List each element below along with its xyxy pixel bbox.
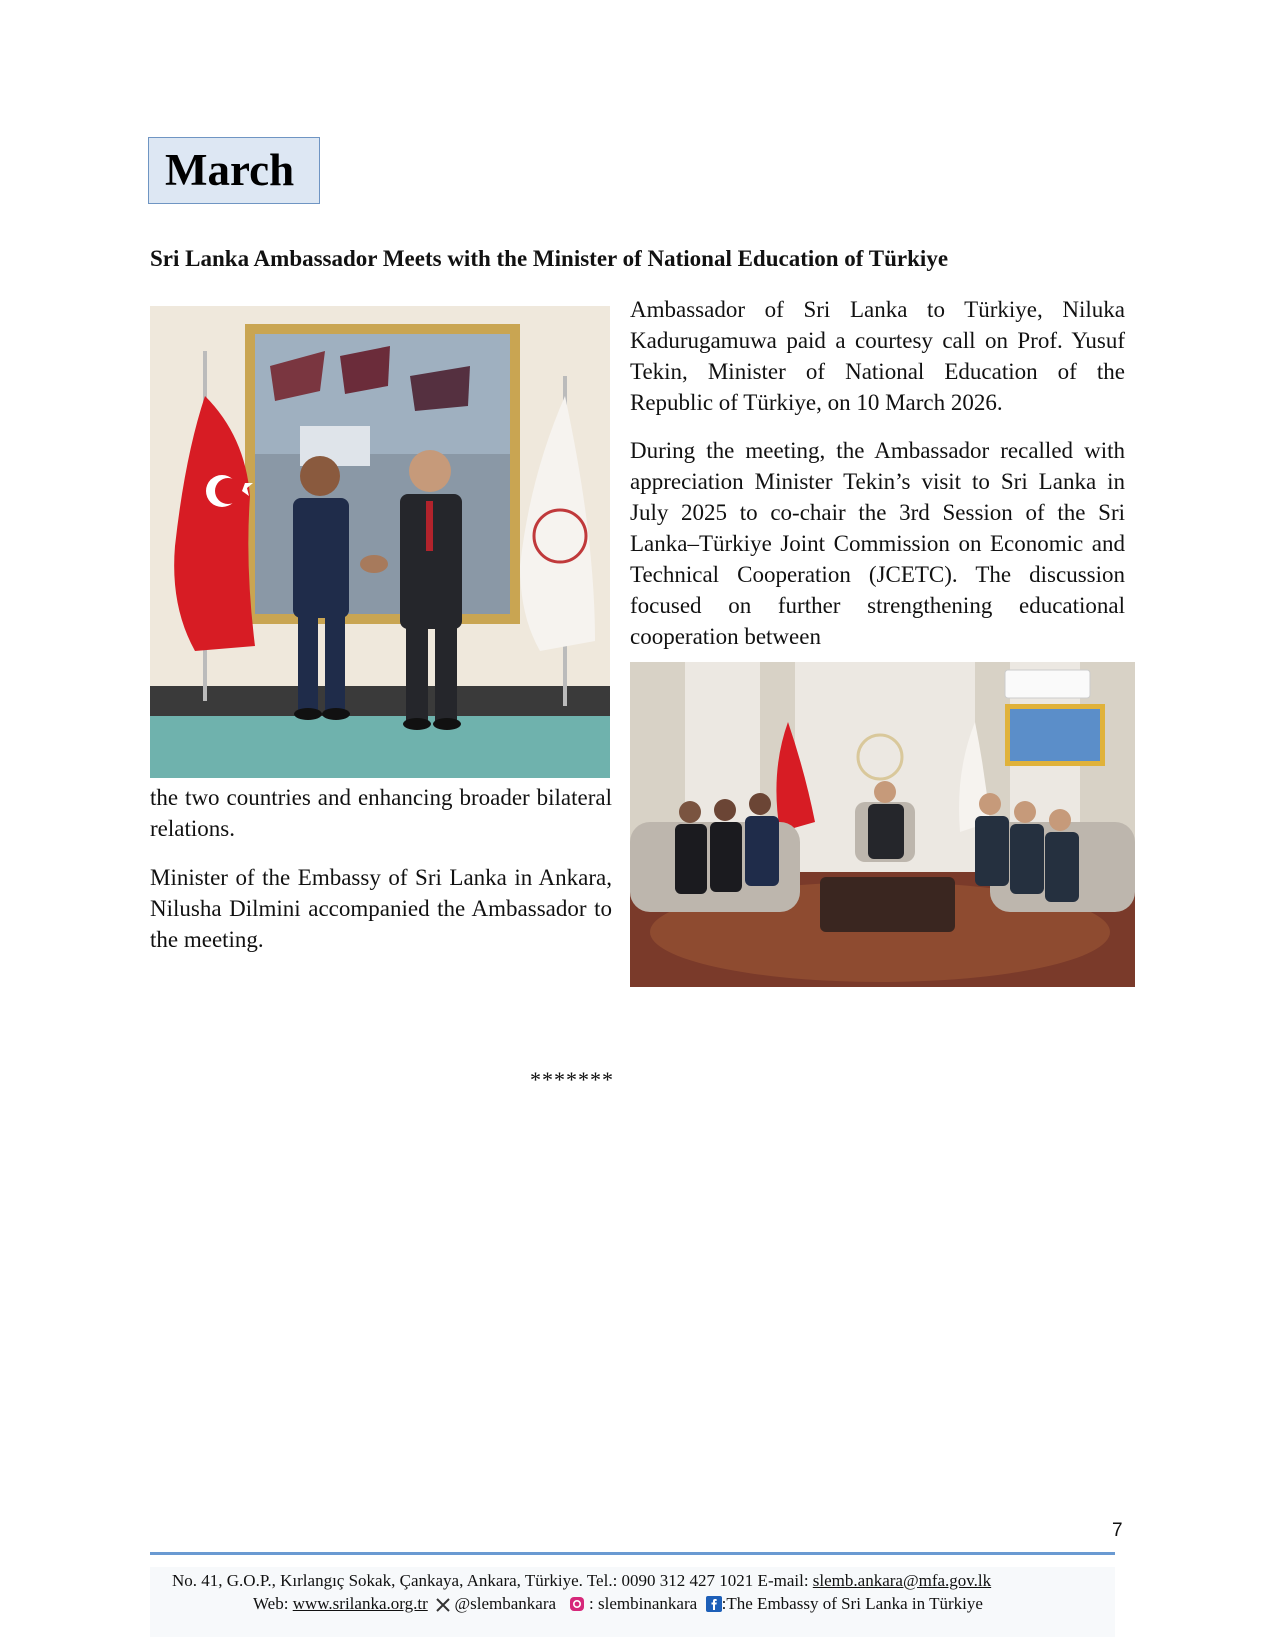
footer-facebook-page[interactable]: :The Embassy of Sri Lanka in Türkiye (721, 1594, 983, 1613)
paragraph-accompanied: Minister of the Embassy of Sri Lanka in Ankara, Nilusha Dilmini accompanied the Ambassador to the meeting. (150, 865, 612, 952)
handshake-photo (150, 306, 610, 778)
section-separator: ******* (530, 1067, 614, 1092)
month-heading: March (165, 145, 295, 195)
paragraph-discussion: During the meeting, the Ambassador recalled with appreciation Minister Tekin’s visit to Sri Lanka in July 2025 to co-chair the 3rd Session of the Sri Lanka–Türkiye Joint Commission on Economic and Technical Cooperation (JCETC). The discussion focused on further strengthening educational cooperation between (630, 438, 1125, 649)
x-logo-icon (436, 1597, 450, 1617)
page-number: 7 (1112, 1520, 1123, 1541)
footer-web-label: Web: (253, 1594, 293, 1613)
meeting-photo (630, 662, 1135, 987)
footer (150, 1567, 1115, 1637)
facebook-icon (706, 1596, 722, 1617)
paragraph-discussion-continued: the two countries and enhancing broader bilateral relations. (150, 785, 612, 841)
footer-rule (150, 1552, 1115, 1555)
article-headline: Sri Lanka Ambassador Meets with the Minister of National Education of Türkiye (150, 246, 949, 271)
footer-social-line (253, 1594, 983, 1617)
footer-address-line (172, 1571, 991, 1591)
footer-address: No. 41, G.O.P., Kırlangıç Sokak, Çankaya, Ankara, Türkiye. Tel.: 0090 312 427 1021 E-mail: (172, 1571, 813, 1590)
instagram-icon (569, 1596, 585, 1617)
footer-email-link[interactable]: slemb.ankara@mfa.gov.lk (812, 1571, 992, 1590)
footer-web-link[interactable]: www.srilanka.org.tr (292, 1594, 428, 1613)
footer-x-handle[interactable]: @slembankara (454, 1594, 557, 1613)
footer-instagram-handle[interactable]: : slembinankara (589, 1594, 698, 1613)
month-heading-box (148, 137, 320, 204)
paragraph-intro: Ambassador of Sri Lanka to Türkiye, Niluka Kadurugamuwa paid a courtesy call on Prof. Yusuf Tekin, Minister of National Education of the Republic of Türkiye, on 10 March 2026. (630, 297, 1125, 415)
